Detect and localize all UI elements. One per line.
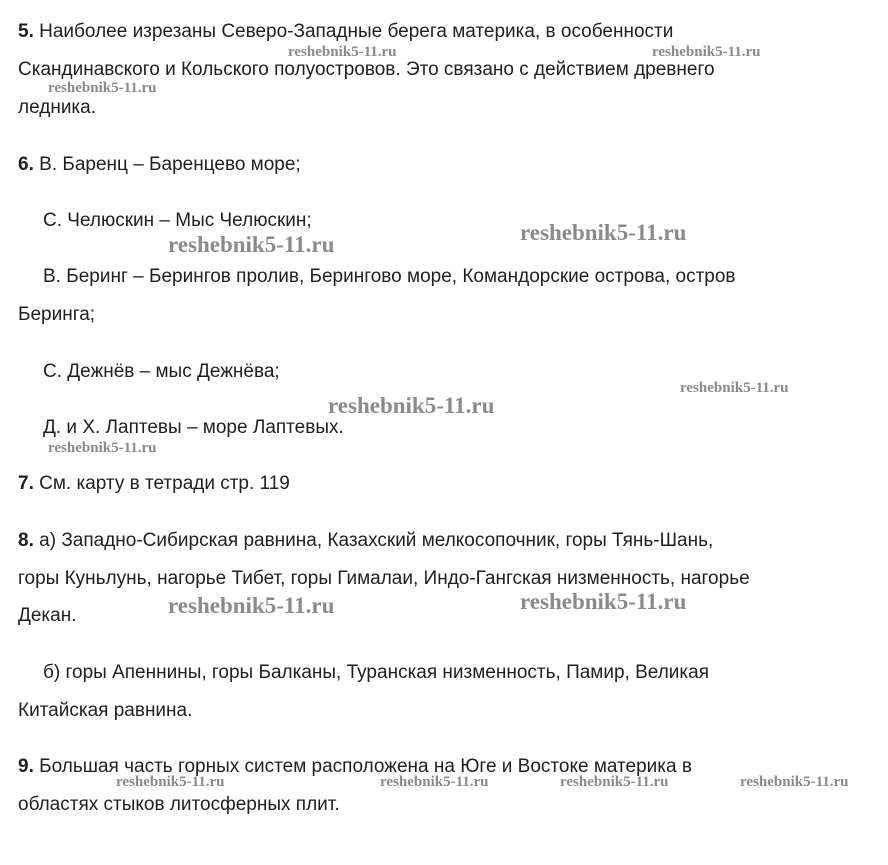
watermark: reshebnik5-11.ru — [652, 44, 761, 60]
answer-9-line-2: областях стыков литосферных плит. — [18, 794, 340, 815]
watermark: reshebnik5-11.ru — [168, 593, 335, 618]
watermark: reshebnik5-11.ru — [48, 80, 157, 96]
answer-5-line-2: Скандинавского и Кольского полуостровов. Это связано с действием древнего — [18, 59, 715, 80]
watermark: reshebnik5-11.ru — [288, 44, 397, 60]
answer-7-line-1 — [18, 473, 290, 495]
answer-5-number: 5. — [18, 21, 34, 42]
answer-8-text-1: а) Западно-Сибирская равнина, Казахский мелкосопочник, горы Тянь-Шань, — [39, 530, 714, 551]
watermark: reshebnik5-11.ru — [520, 589, 687, 614]
watermark: reshebnik5-11.ru — [680, 380, 789, 396]
answer-6-text-1: В. Баренц – Баренцево море; — [39, 154, 301, 175]
answer-7-text-1: См. карту в тетради стр. 119 — [39, 473, 290, 494]
answer-8-line-4: б) горы Апеннины, горы Балканы, Туранская низменность, Памир, Великая — [43, 662, 710, 683]
watermark: reshebnik5-11.ru — [48, 440, 157, 456]
answer-6-number: 6. — [18, 154, 34, 175]
answer-9-text-1: Большая часть горных систем расположена на Юге и Востоке материка в — [39, 756, 692, 777]
answer-7-number: 7. — [18, 473, 34, 494]
answer-8-line-2: горы Куньлунь, нагорье Тибет, горы Гималаи, Индо-Гангская низменность, нагорье — [18, 568, 750, 589]
answer-6-line-1 — [18, 154, 301, 176]
watermark: reshebnik5-11.ru — [116, 774, 225, 790]
watermark: reshebnik5-11.ru — [740, 774, 849, 790]
answer-6-line-6: Д. и Х. Лаптевы – море Лаптевых. — [43, 417, 344, 438]
answer-5-line-1 — [18, 21, 673, 43]
answer-5-text-1: Наиболее изрезаны Северо-Западные берега материка, в особенности — [39, 21, 674, 42]
answer-6-line-5: С. Дежнёв – мыс Дежнёва; — [43, 361, 280, 382]
answer-9-number: 9. — [18, 756, 34, 777]
answer-5-line-3: ледника. — [18, 97, 97, 118]
watermark: reshebnik5-11.ru — [520, 220, 687, 245]
answer-8-line-3: Декан. — [18, 605, 77, 626]
watermark: reshebnik5-11.ru — [168, 232, 335, 257]
watermark: reshebnik5-11.ru — [380, 774, 489, 790]
watermark: reshebnik5-11.ru — [560, 774, 669, 790]
answer-8-number: 8. — [18, 530, 34, 551]
answer-8-line-1 — [18, 530, 713, 552]
answer-8-line-5: Китайская равнина. — [18, 700, 193, 721]
watermark: reshebnik5-11.ru — [328, 393, 495, 418]
answer-6-line-2: С. Челюскин – Мыс Челюскин; — [43, 210, 312, 231]
answer-6-line-4: Беринга; — [18, 304, 96, 325]
answer-6-line-3: В. Беринг – Берингов пролив, Берингово море, Командорские острова, остров — [43, 266, 736, 287]
